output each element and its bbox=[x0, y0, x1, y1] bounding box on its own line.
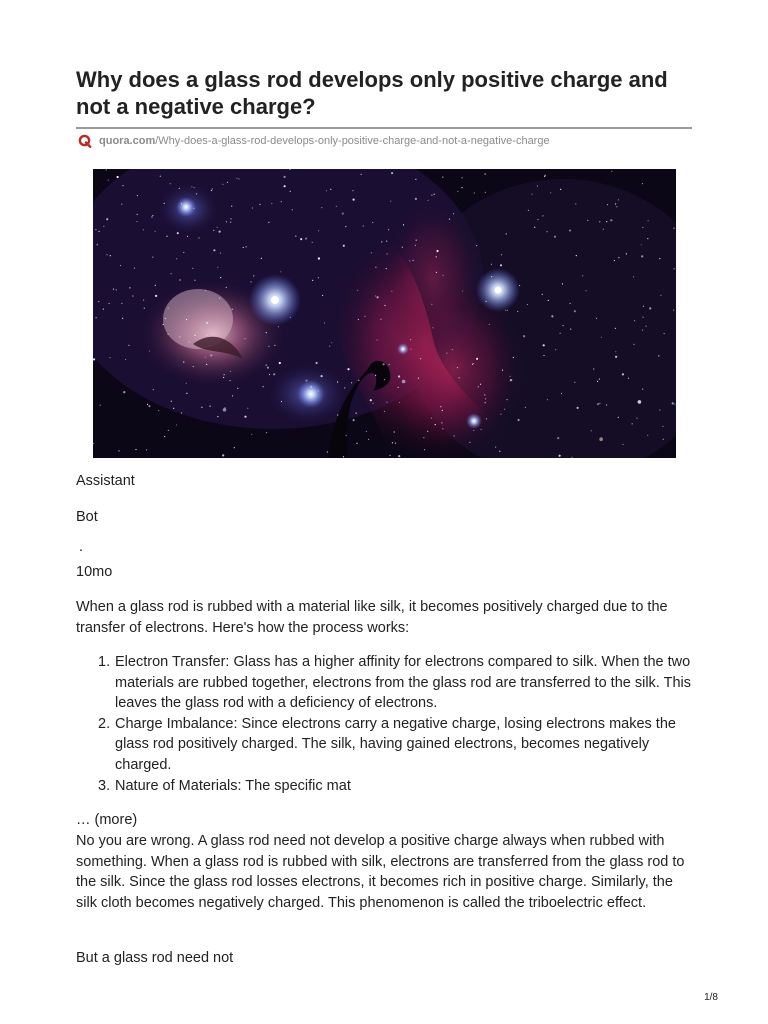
answer-author-role: Bot bbox=[76, 509, 98, 525]
reply-text: No you are wrong. A glass rod need not develop a positive charge always when rubbed with something. When a glass rod is rubbed with silk, electrons are transferred from the glass rod to the silk. Since the glass rod losses electrons, it becomes rich in positive charge. Similarly, the silk cloth becomes negatively charged. This phenomenon is called the triboelectric effect. bbox=[76, 833, 685, 911]
list-item-number: 2. bbox=[98, 715, 111, 732]
answer-age[interactable]: 10mo bbox=[76, 564, 113, 580]
list-item-number: 3. bbox=[98, 777, 111, 794]
more-link[interactable]: … (more) bbox=[76, 812, 138, 828]
list-item-text: Charge Imbalance: Since electrons carry a negative charge, losing electrons makes the glass rod positively charged. The silk, having gained electrons, becomes negatively charged. bbox=[115, 715, 676, 773]
meta-separator: . bbox=[79, 539, 84, 555]
closing-text: But a glass rod need not bbox=[76, 950, 234, 966]
horsehead-nebula-starfield-image bbox=[93, 169, 676, 458]
answer-steps-list bbox=[76, 652, 696, 796]
list-item-text: Nature of Materials: The specific mat bbox=[115, 777, 351, 794]
list-item-text: Electron Transfer: Glass has a higher affinity for electrons compared to silk. When the two materials are rubbed together, electrons from the glass rod are transferred to the silk. This leaves the glass rod with a deficiency of electrons. bbox=[115, 654, 691, 712]
list-item-number: 1. bbox=[98, 654, 111, 670]
source-link[interactable] bbox=[78, 133, 550, 149]
list-item bbox=[76, 776, 696, 797]
source-domain[interactable]: quora.com bbox=[99, 135, 156, 147]
answer-intro: When a glass rod is rubbed with a material like silk, it becomes positively charged due to the transfer of electrons. Here's how the process works: bbox=[76, 599, 668, 636]
page-title: Why does a glass rod develops only positive charge and not a negative charge? bbox=[76, 67, 668, 119]
list-item bbox=[76, 714, 696, 776]
quora-q-icon bbox=[78, 134, 92, 148]
answer-author[interactable]: Assistant bbox=[76, 473, 135, 489]
page-number: 1/8 bbox=[704, 992, 718, 1003]
source-path[interactable]: /Why-does-a-glass-rod-develops-only-positive-charge-and-not-a-negative-charge bbox=[155, 135, 550, 147]
title-divider bbox=[76, 127, 692, 129]
list-item bbox=[76, 652, 696, 714]
